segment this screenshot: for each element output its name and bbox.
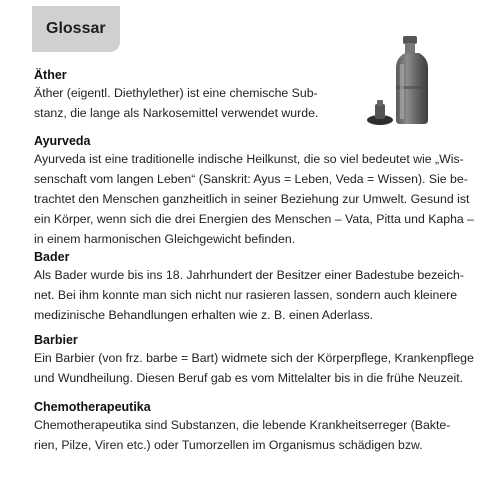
entry-text: Chemotherapeutika sind Substanzen, die lebende Krankheitserreger (Bakte- — [34, 418, 451, 432]
entry-text: und Wundheilung. Diesen Beruf gab es vom Mittelalter bis in die frühe Neuzeit. — [34, 371, 464, 385]
entry-term: Ayurveda — [34, 134, 91, 148]
glossary-entry-aether — [34, 68, 474, 123]
entry-term: Bader — [34, 250, 70, 264]
entry-text: ein Körper, wenn sich die drei Energien des Menschen – Vata, Pitta und Kapha – — [34, 212, 475, 226]
entry-text: stanz, die lange als Narkosemittel verwendet wurde. — [34, 106, 319, 120]
glossary-entry-barbier — [34, 333, 474, 388]
entry-text: medizinische Behandlungen erhalten wie z. B. einen Aderlass. — [34, 308, 374, 322]
entry-term: Äther — [34, 68, 67, 82]
entry-text: Als Bader wurde bis ins 18. Jahrhundert der Besitzer einer Badestube bezeich- — [34, 268, 464, 282]
entry-text: senschaft vom langen Leben“ (Sanskrit: Ayus = Leben, Veda = Wissen). Sie be- — [34, 172, 468, 186]
glossary-header — [32, 6, 120, 52]
entry-text: in einem harmonischen Gleichgewicht befinden. — [34, 232, 296, 246]
entry-text: net. Bei ihm konnte man sich nicht nur rasieren lassen, sondern auch kleinere — [34, 288, 458, 302]
entry-text: Ayurveda ist eine traditionelle indische Heilkunst, die so viel bedeutet wie „Wis- — [34, 152, 464, 166]
entry-text: Äther (eigentl. Diethylether) ist eine chemische Sub- — [34, 86, 318, 100]
entry-text: trachtet den Menschen ganzheitlich in seiner Beziehung zur Umwelt. Gesund ist — [34, 192, 470, 206]
entry-term: Chemotherapeutika — [34, 400, 151, 414]
glossary-entry-ayurveda — [34, 134, 474, 249]
entry-term: Barbier — [34, 333, 78, 347]
glossary-entry-bader — [34, 250, 474, 325]
page-title: Glossar — [46, 20, 106, 37]
entry-text: rien, Pilze, Viren etc.) oder Tumorzellen im Organismus schädigen bzw. — [34, 438, 423, 452]
glossary-entry-chemotherapeutika — [34, 400, 474, 455]
entry-text: Ein Barbier (von frz. barbe = Bart) widmete sich der Körperpflege, Krankenpflege — [34, 351, 474, 365]
